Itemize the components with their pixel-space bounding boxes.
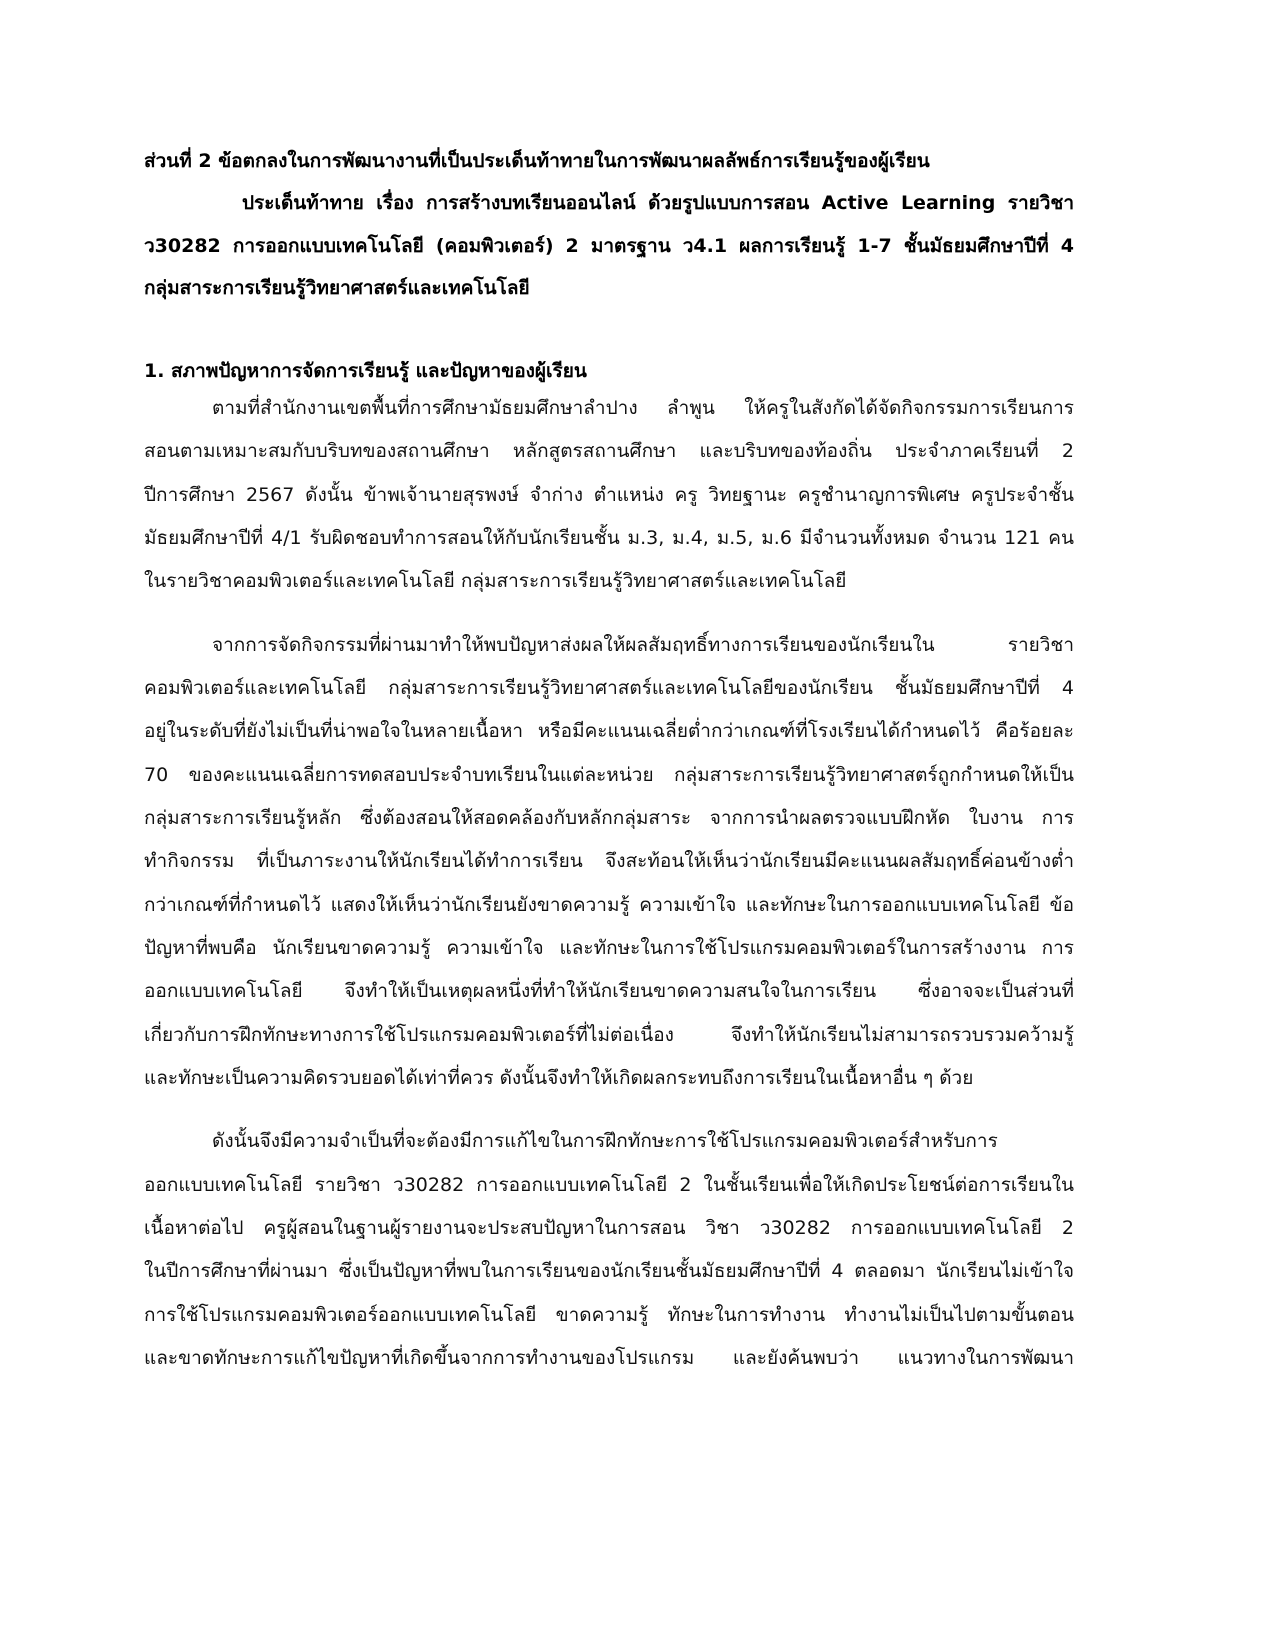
paragraph-1-line: สอนตามเหมาะสมกับบริบทของสถานศึกษา หลักสูตรสถานศึกษา และบริบทของท้องถิ่น ประจำภาคเรียนที่ 2 (144, 440, 1074, 462)
paragraph-2-line: คอมพิวเตอร์และเทคโนโลยี กลุ่มสาระการเรียนรู้วิทยาศาสตร์และเทคโนโลยีของนักเรียน ชั้นมัธยมศึกษาปีที่ 4 (144, 677, 1074, 699)
paragraph-2-line: ปัญหาที่พบคือ นักเรียนขาดความรู้ ความเข้าใจ และทักษะในการใช้โปรแกรมคอมพิวเตอร์ในการสร้างงาน การ (144, 937, 1074, 959)
paragraph-3-line: ในปีการศึกษาที่ผ่านมา ซึ่งเป็นปัญหาที่พบในการเรียนของนักเรียนชั้นมัธยมศึกษาปีที่ 4 ตลอดมา นักเรียนไม่เข้าใจ (144, 1260, 1074, 1282)
paragraph-2-line: จากการจัดกิจกรรมที่ผ่านมาทำให้พบปัญหาส่งผลให้ผลสัมฤทธิ์ทางการเรียนของนักเรียนใน รายวิชา (212, 634, 1074, 656)
paragraph-2-line: เกี่ยวกับการฝึกทักษะทางการใช้โปรแกรมคอมพิวเตอร์ที่ไม่ต่อเนื่อง จึงทำให้นักเรียนไม่สามารถรวบรวมคว้ามรู้ (144, 1024, 1074, 1046)
paragraph-1-line: ตามที่สำนักงานเขตพื้นที่การศึกษามัธยมศึกษาลำปาง ลำพูน ให้ครูในสังกัดได้จัดกิจกรรมการเรียนการ (212, 397, 1074, 419)
paragraph-2-line: อยู่ในระดับที่ยังไม่เป็นที่น่าพอใจในหลายเนื้อหา หรือมีคะแนนเฉลี่ยต่ำกว่าเกณฑ์ที่โรงเรียนได้กำหนดไว้ คือร้อยละ (144, 720, 1074, 742)
paragraph-3-line: การใช้โปรแกรมคอมพิวเตอร์ออกแบบเทคโนโลยี ขาดความรู้ ทักษะในการทำงาน ทำงานไม่เป็นไปตามขั้นตอน (144, 1304, 1074, 1326)
paragraph-2-line: ออกแบบเทคโนโลยี จึงทำให้เป็นเหตุผลหนึ่งที่ทำให้นักเรียนขาดความสนใจในการเรียน ซึ่งอาจจะเป็นส่วนที่ (144, 980, 1074, 1002)
paragraph-3-line: เนื้อหาต่อไป ครูผู้สอนในฐานผู้รายงานจะประสบปัญหาในการสอน วิชา ว30282 การออกแบบเทคโนโลยี 2 (144, 1217, 1074, 1239)
paragraph-3-line: ออกแบบเทคโนโลยี รายวิชา ว30282 การออกแบบเทคโนโลยี 2 ในชั้นเรียนเพื่อให้เกิดประโยชน์ต่อการเรียนใน (144, 1174, 1074, 1196)
paragraph-3-line: ดังนั้นจึงมีความจำเป็นที่จะต้องมีการแก้ไขในการฝึกทักษะการใช้โปรแกรมคอมพิวเตอร์สำหรับการ (212, 1130, 998, 1152)
challenge-line-1: ประเด็นท้าทาย เรื่อง การสร้างบทเรียนออนไลน์ ด้วยรูปแบบการสอน Active Learning รายวิชา (242, 192, 1074, 214)
paragraph-2-line: กว่าเกณฑ์ที่กำหนดไว้ แสดงให้เห็นว่านักเรียนยังขาดความรู้ ความเข้าใจ และทักษะในการออกแบบเทคโนโลยี ข้อ (144, 894, 1074, 916)
paragraph-1-line: มัธยมศึกษาปีที่ 4/1 รับผิดชอบทำการสอนให้กับนักเรียนชั้น ม.3, ม.4, ม.5, ม.6 มีจำนวนทั้งหมด จำนวน 121 คน (144, 527, 1074, 549)
paragraph-2-line: 70 ของคะแนนเฉลี่ยการทดสอบประจำบทเรียนในแต่ละหน่วย กลุ่มสาระการเรียนรู้วิทยาศาสตร์ถูกกำหนดให้เป็น (144, 764, 1074, 786)
part-title: ส่วนที่ 2 ข้อตกลงในการพัฒนางานที่เป็นประเด็นท้าทายในการพัฒนาผลลัพธ์การเรียนรู้ของผู้เรียน (144, 150, 930, 172)
paragraph-2-line: และทักษะเป็นความคิดรวบยอดได้เท่าที่ควร ดังนั้นจึงทำให้เกิดผลกระทบถึงการเรียนในเนื้อหาอื่น ๆ ด้วย (144, 1067, 974, 1089)
paragraph-2-line: ทำกิจกรรม ที่เป็นภาระงานให้นักเรียนได้ทำการเรียน จึงสะท้อนให้เห็นว่านักเรียนมีคะแนนผลสัมฤทธิ์ค่อนข้างต่ำ (144, 850, 1074, 872)
challenge-line-3: กลุ่มสาระการเรียนรู้วิทยาศาสตร์และเทคโนโลยี (144, 277, 530, 299)
section-heading: 1. สภาพปัญหาการจัดการเรียนรู้ และปัญหาของผู้เรียน (144, 360, 587, 382)
paragraph-2-line: กลุ่มสาระการเรียนรู้หลัก ซึ่งต้องสอนให้สอดคล้องกับหลักกลุ่มสาระ จากการนำผลตรวจแบบฝึกหัด ใบงาน การ (144, 807, 1074, 829)
paragraph-1-line: ปีการศึกษา 2567 ดังนั้น ข้าพเจ้านายสุรพงษ์ จำก่าง ตำแหน่ง ครู วิทยฐานะ ครูชำนาญการพิเศษ ครูประจำชั้น (144, 484, 1074, 506)
challenge-line-2: ว30282 การออกแบบเทคโนโลยี (คอมพิวเตอร์) 2 มาตรฐาน ว4.1 ผลการเรียนรู้ 1-7 ชั้นมัธยมศึกษาปีที่ 4 (144, 235, 1074, 257)
paragraph-1-line: ในรายวิชาคอมพิวเตอร์และเทคโนโลยี กลุ่มสาระการเรียนรู้วิทยาศาสตร์และเทคโนโลยี (144, 570, 847, 592)
paragraph-3-line: และขาดทักษะการแก้ไขปัญหาที่เกิดขึ้นจากการทำงานของโปรแกรม และยังค้นพบว่า แนวทางในการพัฒนา (144, 1347, 1074, 1369)
